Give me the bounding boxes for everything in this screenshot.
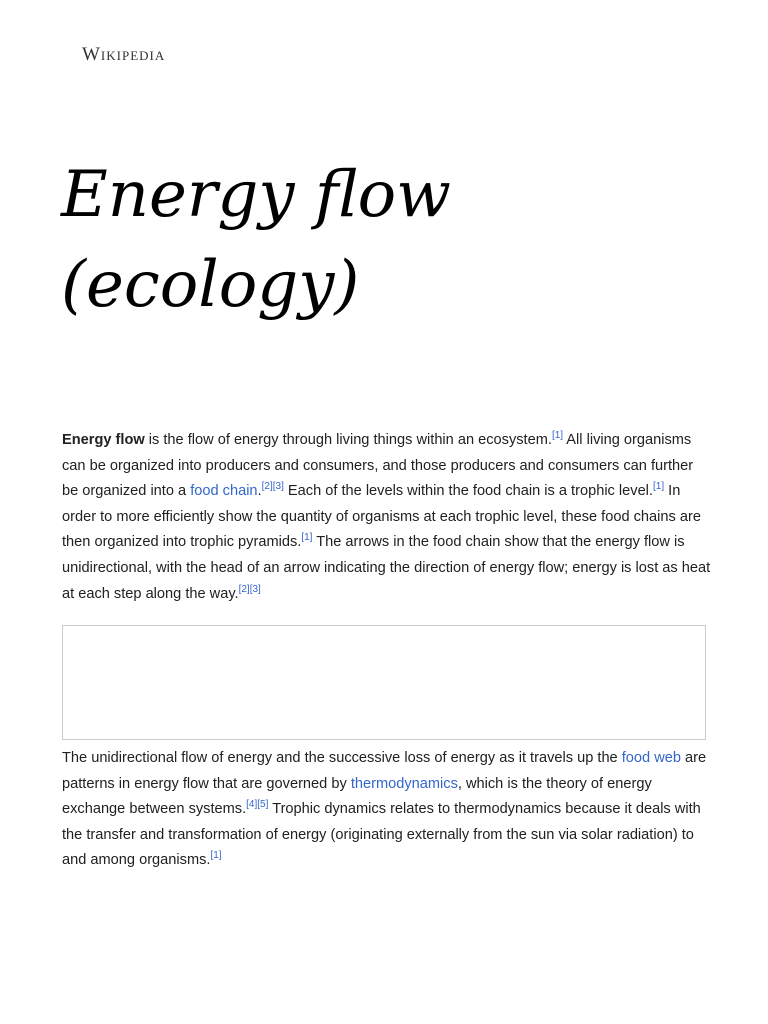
reference-link[interactable]: [2] — [238, 583, 250, 595]
reference-link[interactable]: [2] — [261, 481, 273, 493]
bold-term: Energy flow — [62, 432, 145, 448]
paragraph-text: The unidirectional flow of energy and the successive loss of energy as it travels up the — [62, 750, 622, 766]
reference-link[interactable]: [5] — [257, 799, 269, 811]
reference-link[interactable]: [1] — [551, 430, 564, 442]
paragraph-text: In order to more efficiently show the quantity of organisms at each trophic level, these food chains are then organized into trophic pyramids. — [62, 483, 701, 551]
figure-placeholder[interactable] — [62, 625, 706, 740]
food-web-link[interactable]: food web — [621, 750, 681, 766]
paragraph-text: Trophic dynamics relates to thermodynamics because it deals with the transfer and transformation of energy (originating externally from the sun via solar radiation) to and among organisms. — [62, 801, 701, 869]
reference-link[interactable]: [1] — [652, 481, 665, 493]
paragraph-text: Each of the levels within the food chain is a trophic level. — [283, 483, 653, 500]
reference-link[interactable]: [3] — [272, 481, 284, 493]
body-paragraph — [62, 746, 712, 874]
paragraph-text: The arrows in the food chain show that the energy flow is unidirectional, with the head of an arrow indicating the direction of energy flow; energy is lost as heat at each step along the way. — [62, 534, 711, 602]
paragraph-text: . — [257, 483, 262, 500]
food-chain-link[interactable]: food chain — [190, 483, 258, 500]
reference-link[interactable]: [1] — [210, 850, 222, 862]
paragraph-text: is the flow of energy through living things within an ecosystem. — [144, 432, 552, 448]
paragraph-text: are patterns in energy flow that are governed by — [62, 750, 707, 792]
paragraph-text: , which is the theory of energy exchange between systems. — [62, 775, 652, 818]
page-title: Energy flow (ecology) — [61, 158, 451, 322]
wikipedia-wordmark[interactable]: Wikipedia — [82, 44, 166, 65]
thermodynamics-link[interactable]: thermodynamics — [350, 775, 458, 792]
paragraph-text: All living organisms can be organized into producers and consumers, and those producers and consumers can further be organized into a — [62, 432, 694, 500]
reference-link[interactable]: [1] — [301, 532, 313, 544]
reference-link[interactable]: [3] — [249, 583, 261, 595]
reference-link[interactable]: [4] — [246, 799, 258, 811]
intro-paragraph — [62, 428, 712, 607]
